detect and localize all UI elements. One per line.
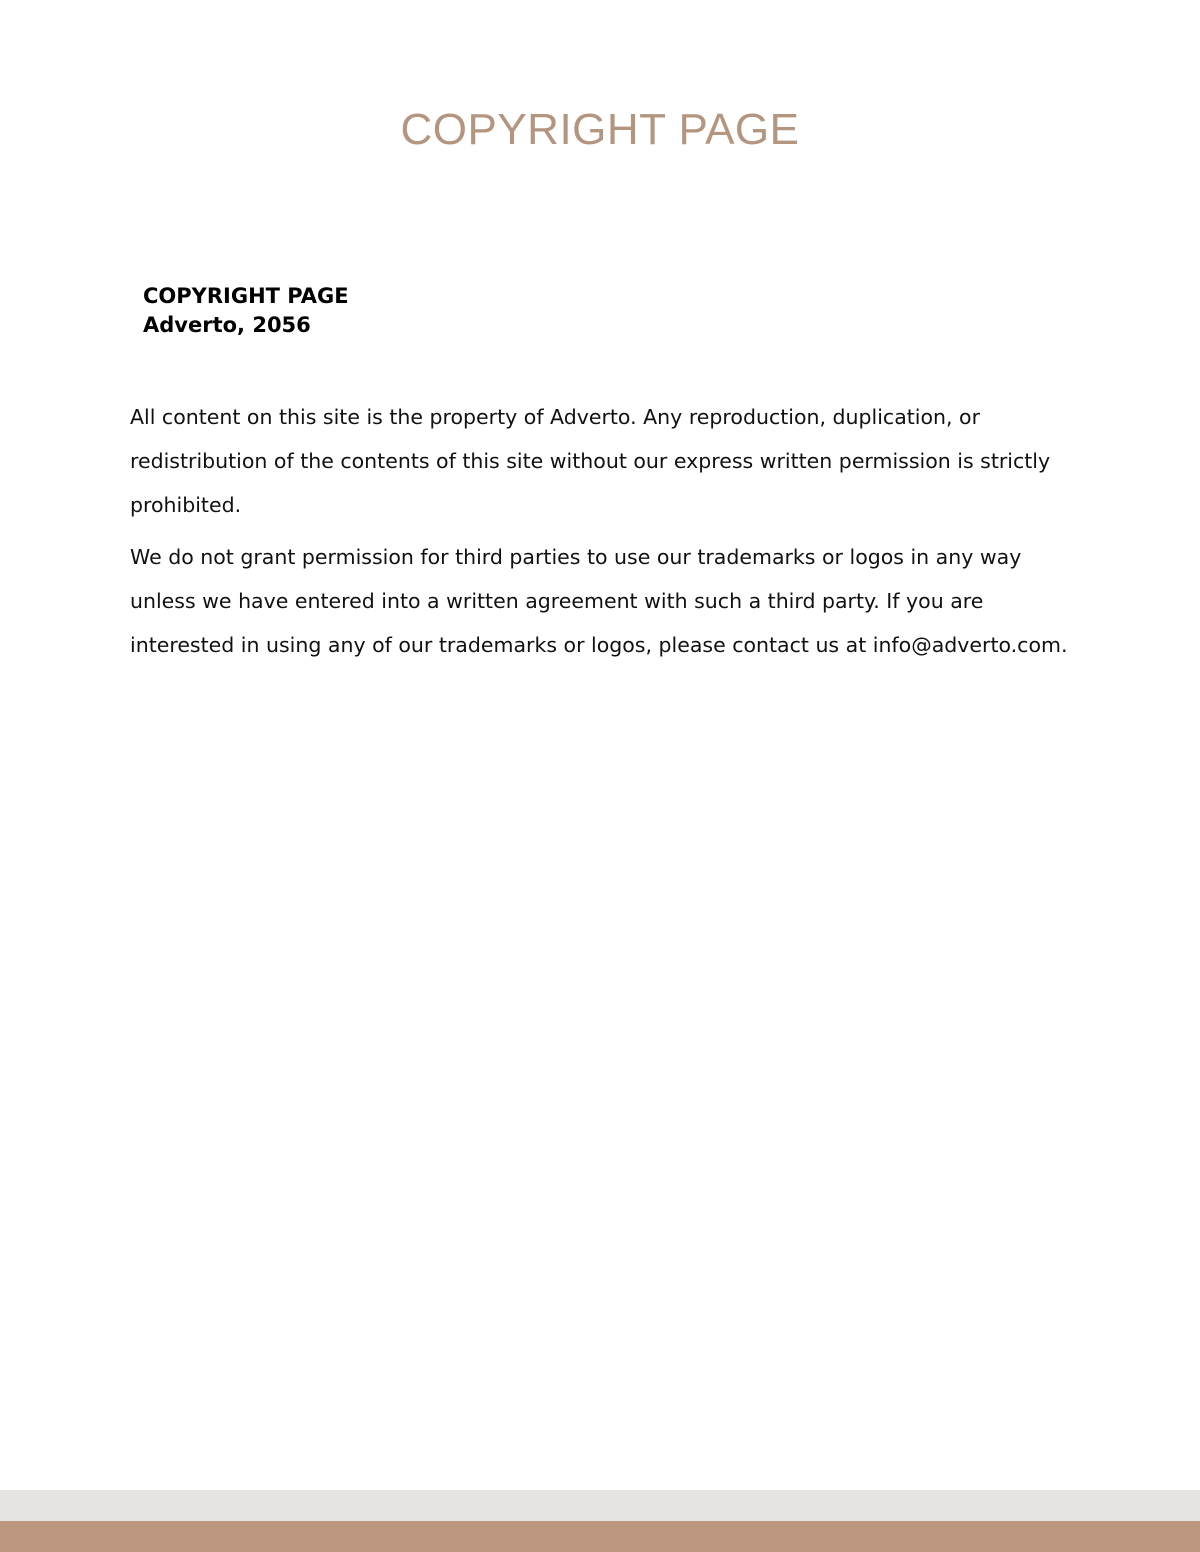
footer-band-dark bbox=[0, 1521, 1200, 1552]
footer-band-light bbox=[0, 1490, 1200, 1521]
paragraph-ownership: All content on this site is the property of Adverto. Any reproduction, duplication, or redistribution of the contents of this site without our express written permission is strictly prohibited. bbox=[130, 405, 1051, 517]
meta-subheading: Adverto, 2056 bbox=[143, 313, 311, 337]
paragraph-trademarks: We do not grant permission for third parties to use our trademarks or logos in any way unless we have entered into a written agreement with such a third party. If you are interested in using any of our trademarks or logos, please contact us at info@adverto.com. bbox=[130, 545, 1068, 657]
meta-heading: COPYRIGHT PAGE bbox=[143, 284, 349, 308]
copyright-meta bbox=[143, 282, 349, 340]
page-title: COPYRIGHT PAGE bbox=[400, 105, 800, 154]
body-text bbox=[130, 395, 1070, 675]
